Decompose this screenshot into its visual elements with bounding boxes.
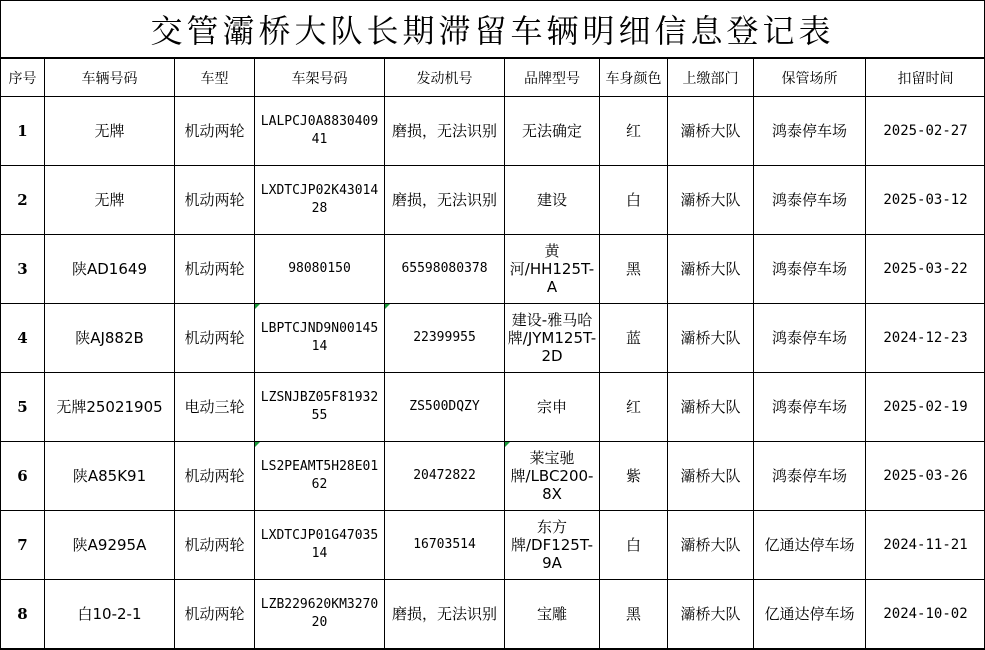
storage-place-cell[interactable]: 鸿泰停车场 [754, 304, 866, 373]
row-number-cell[interactable]: 6 [1, 442, 45, 511]
department-cell[interactable]: 灞桥大队 [668, 580, 754, 649]
table-row [1, 166, 985, 235]
color-cell[interactable]: 红 [600, 373, 668, 442]
vehicle-type-cell[interactable]: 机动两轮 [175, 304, 255, 373]
brand-cell[interactable]: 建设-雅马哈牌/JYM125T-2D [505, 304, 600, 373]
vin-cell[interactable]: LZB229620KM327020 [255, 580, 385, 649]
department-cell[interactable]: 灞桥大队 [668, 166, 754, 235]
table-row [1, 235, 985, 304]
vehicle-type-cell[interactable]: 机动两轮 [175, 580, 255, 649]
header-cell[interactable]: 品牌型号 [505, 59, 600, 97]
header-cell[interactable]: 车型 [175, 59, 255, 97]
table-row [1, 373, 985, 442]
detention-date-cell[interactable]: 2025-02-19 [866, 373, 985, 442]
engine-cell[interactable]: 20472822 [385, 442, 505, 511]
engine-cell[interactable]: 22399955 [385, 304, 505, 373]
engine-cell[interactable]: 磨损，无法识别 [385, 580, 505, 649]
detention-date-cell[interactable]: 2025-02-27 [866, 97, 985, 166]
table-row [1, 304, 985, 373]
department-cell[interactable]: 灞桥大队 [668, 442, 754, 511]
engine-cell[interactable]: 磨损，无法识别 [385, 97, 505, 166]
department-cell[interactable]: 灞桥大队 [668, 235, 754, 304]
header-cell[interactable]: 车架号码 [255, 59, 385, 97]
plate-cell[interactable]: 陕A9295A [45, 511, 175, 580]
color-cell[interactable]: 白 [600, 511, 668, 580]
row-number-cell[interactable]: 5 [1, 373, 45, 442]
page-title: 交管灞桥大队长期滞留车辆明细信息登记表 [150, 12, 835, 50]
table-row [1, 97, 985, 166]
vehicle-type-cell[interactable]: 机动两轮 [175, 511, 255, 580]
department-cell[interactable]: 灞桥大队 [668, 511, 754, 580]
department-cell[interactable]: 灞桥大队 [668, 304, 754, 373]
storage-place-cell[interactable]: 鸿泰停车场 [754, 97, 866, 166]
vehicle-type-cell[interactable]: 电动三轮 [175, 373, 255, 442]
table-row [1, 580, 985, 649]
color-cell[interactable]: 红 [600, 97, 668, 166]
row-number-cell[interactable]: 8 [1, 580, 45, 649]
header-cell[interactable]: 车辆号码 [45, 59, 175, 97]
vehicle-type-cell[interactable]: 机动两轮 [175, 235, 255, 304]
storage-place-cell[interactable]: 鸿泰停车场 [754, 166, 866, 235]
brand-cell[interactable]: 无法确定 [505, 97, 600, 166]
storage-place-cell[interactable]: 鸿泰停车场 [754, 373, 866, 442]
vin-cell[interactable]: LALPCJ0A883040941 [255, 97, 385, 166]
plate-cell[interactable]: 陕A85K91 [45, 442, 175, 511]
vin-cell[interactable]: LXDTCJP02K4301428 [255, 166, 385, 235]
plate-cell[interactable]: 陕AD1649 [45, 235, 175, 304]
brand-cell[interactable]: 建设 [505, 166, 600, 235]
detention-date-cell[interactable]: 2024-11-21 [866, 511, 985, 580]
plate-cell[interactable]: 无牌25021905 [45, 373, 175, 442]
plate-cell[interactable]: 无牌 [45, 166, 175, 235]
color-cell[interactable]: 紫 [600, 442, 668, 511]
table-row [1, 511, 985, 580]
vin-cell[interactable]: LS2PEAMT5H28E0162 [255, 442, 385, 511]
color-cell[interactable]: 黑 [600, 580, 668, 649]
brand-cell[interactable]: 宝雕 [505, 580, 600, 649]
row-number-cell[interactable]: 1 [1, 97, 45, 166]
brand-cell[interactable]: 宗申 [505, 373, 600, 442]
table-row [1, 442, 985, 511]
header-cell[interactable]: 扣留时间 [866, 59, 985, 97]
vin-cell[interactable]: 98080150 [255, 235, 385, 304]
detention-date-cell[interactable]: 2025-03-26 [866, 442, 985, 511]
plate-cell[interactable]: 白10-2-1 [45, 580, 175, 649]
row-number-cell[interactable]: 2 [1, 166, 45, 235]
brand-cell[interactable]: 莱宝驰牌/LBC200-8X [505, 442, 600, 511]
header-cell[interactable]: 车身颜色 [600, 59, 668, 97]
color-cell[interactable]: 白 [600, 166, 668, 235]
engine-cell[interactable]: 16703514 [385, 511, 505, 580]
row-number-cell[interactable]: 4 [1, 304, 45, 373]
storage-place-cell[interactable]: 亿通达停车场 [754, 511, 866, 580]
engine-cell[interactable]: 65598080378 [385, 235, 505, 304]
brand-cell[interactable]: 东方牌/DF125T-9A [505, 511, 600, 580]
detention-date-cell[interactable]: 2025-03-12 [866, 166, 985, 235]
department-cell[interactable]: 灞桥大队 [668, 97, 754, 166]
vin-cell[interactable]: LZSNJBZ05F8193255 [255, 373, 385, 442]
storage-place-cell[interactable]: 亿通达停车场 [754, 580, 866, 649]
detention-date-cell[interactable]: 2024-10-02 [866, 580, 985, 649]
vehicle-type-cell[interactable]: 机动两轮 [175, 166, 255, 235]
detention-date-cell[interactable]: 2025-03-22 [866, 235, 985, 304]
engine-cell[interactable]: ZS500DQZY [385, 373, 505, 442]
vin-cell[interactable]: LXDTCJP01G4703514 [255, 511, 385, 580]
header-cell[interactable]: 发动机号 [385, 59, 505, 97]
detention-date-cell[interactable]: 2024-12-23 [866, 304, 985, 373]
plate-cell[interactable]: 陕AJ882B [45, 304, 175, 373]
row-number-cell[interactable]: 7 [1, 511, 45, 580]
department-cell[interactable]: 灞桥大队 [668, 373, 754, 442]
storage-place-cell[interactable]: 鸿泰停车场 [754, 442, 866, 511]
storage-place-cell[interactable]: 鸿泰停车场 [754, 235, 866, 304]
title-cell[interactable] [1, 1, 984, 58]
brand-cell[interactable]: 黄河/HH125T-A [505, 235, 600, 304]
vehicle-table [0, 58, 985, 649]
color-cell[interactable]: 蓝 [600, 304, 668, 373]
row-number-cell[interactable]: 3 [1, 235, 45, 304]
engine-cell[interactable]: 磨损，无法识别 [385, 166, 505, 235]
vehicle-type-cell[interactable]: 机动两轮 [175, 442, 255, 511]
header-cell[interactable]: 序号 [1, 59, 45, 97]
header-cell[interactable]: 上缴部门 [668, 59, 754, 97]
vehicle-type-cell[interactable]: 机动两轮 [175, 97, 255, 166]
header-cell[interactable]: 保管场所 [754, 59, 866, 97]
plate-cell[interactable]: 无牌 [45, 97, 175, 166]
color-cell[interactable]: 黑 [600, 235, 668, 304]
header-row [1, 59, 985, 97]
vin-cell[interactable]: LBPTCJND9N0014514 [255, 304, 385, 373]
